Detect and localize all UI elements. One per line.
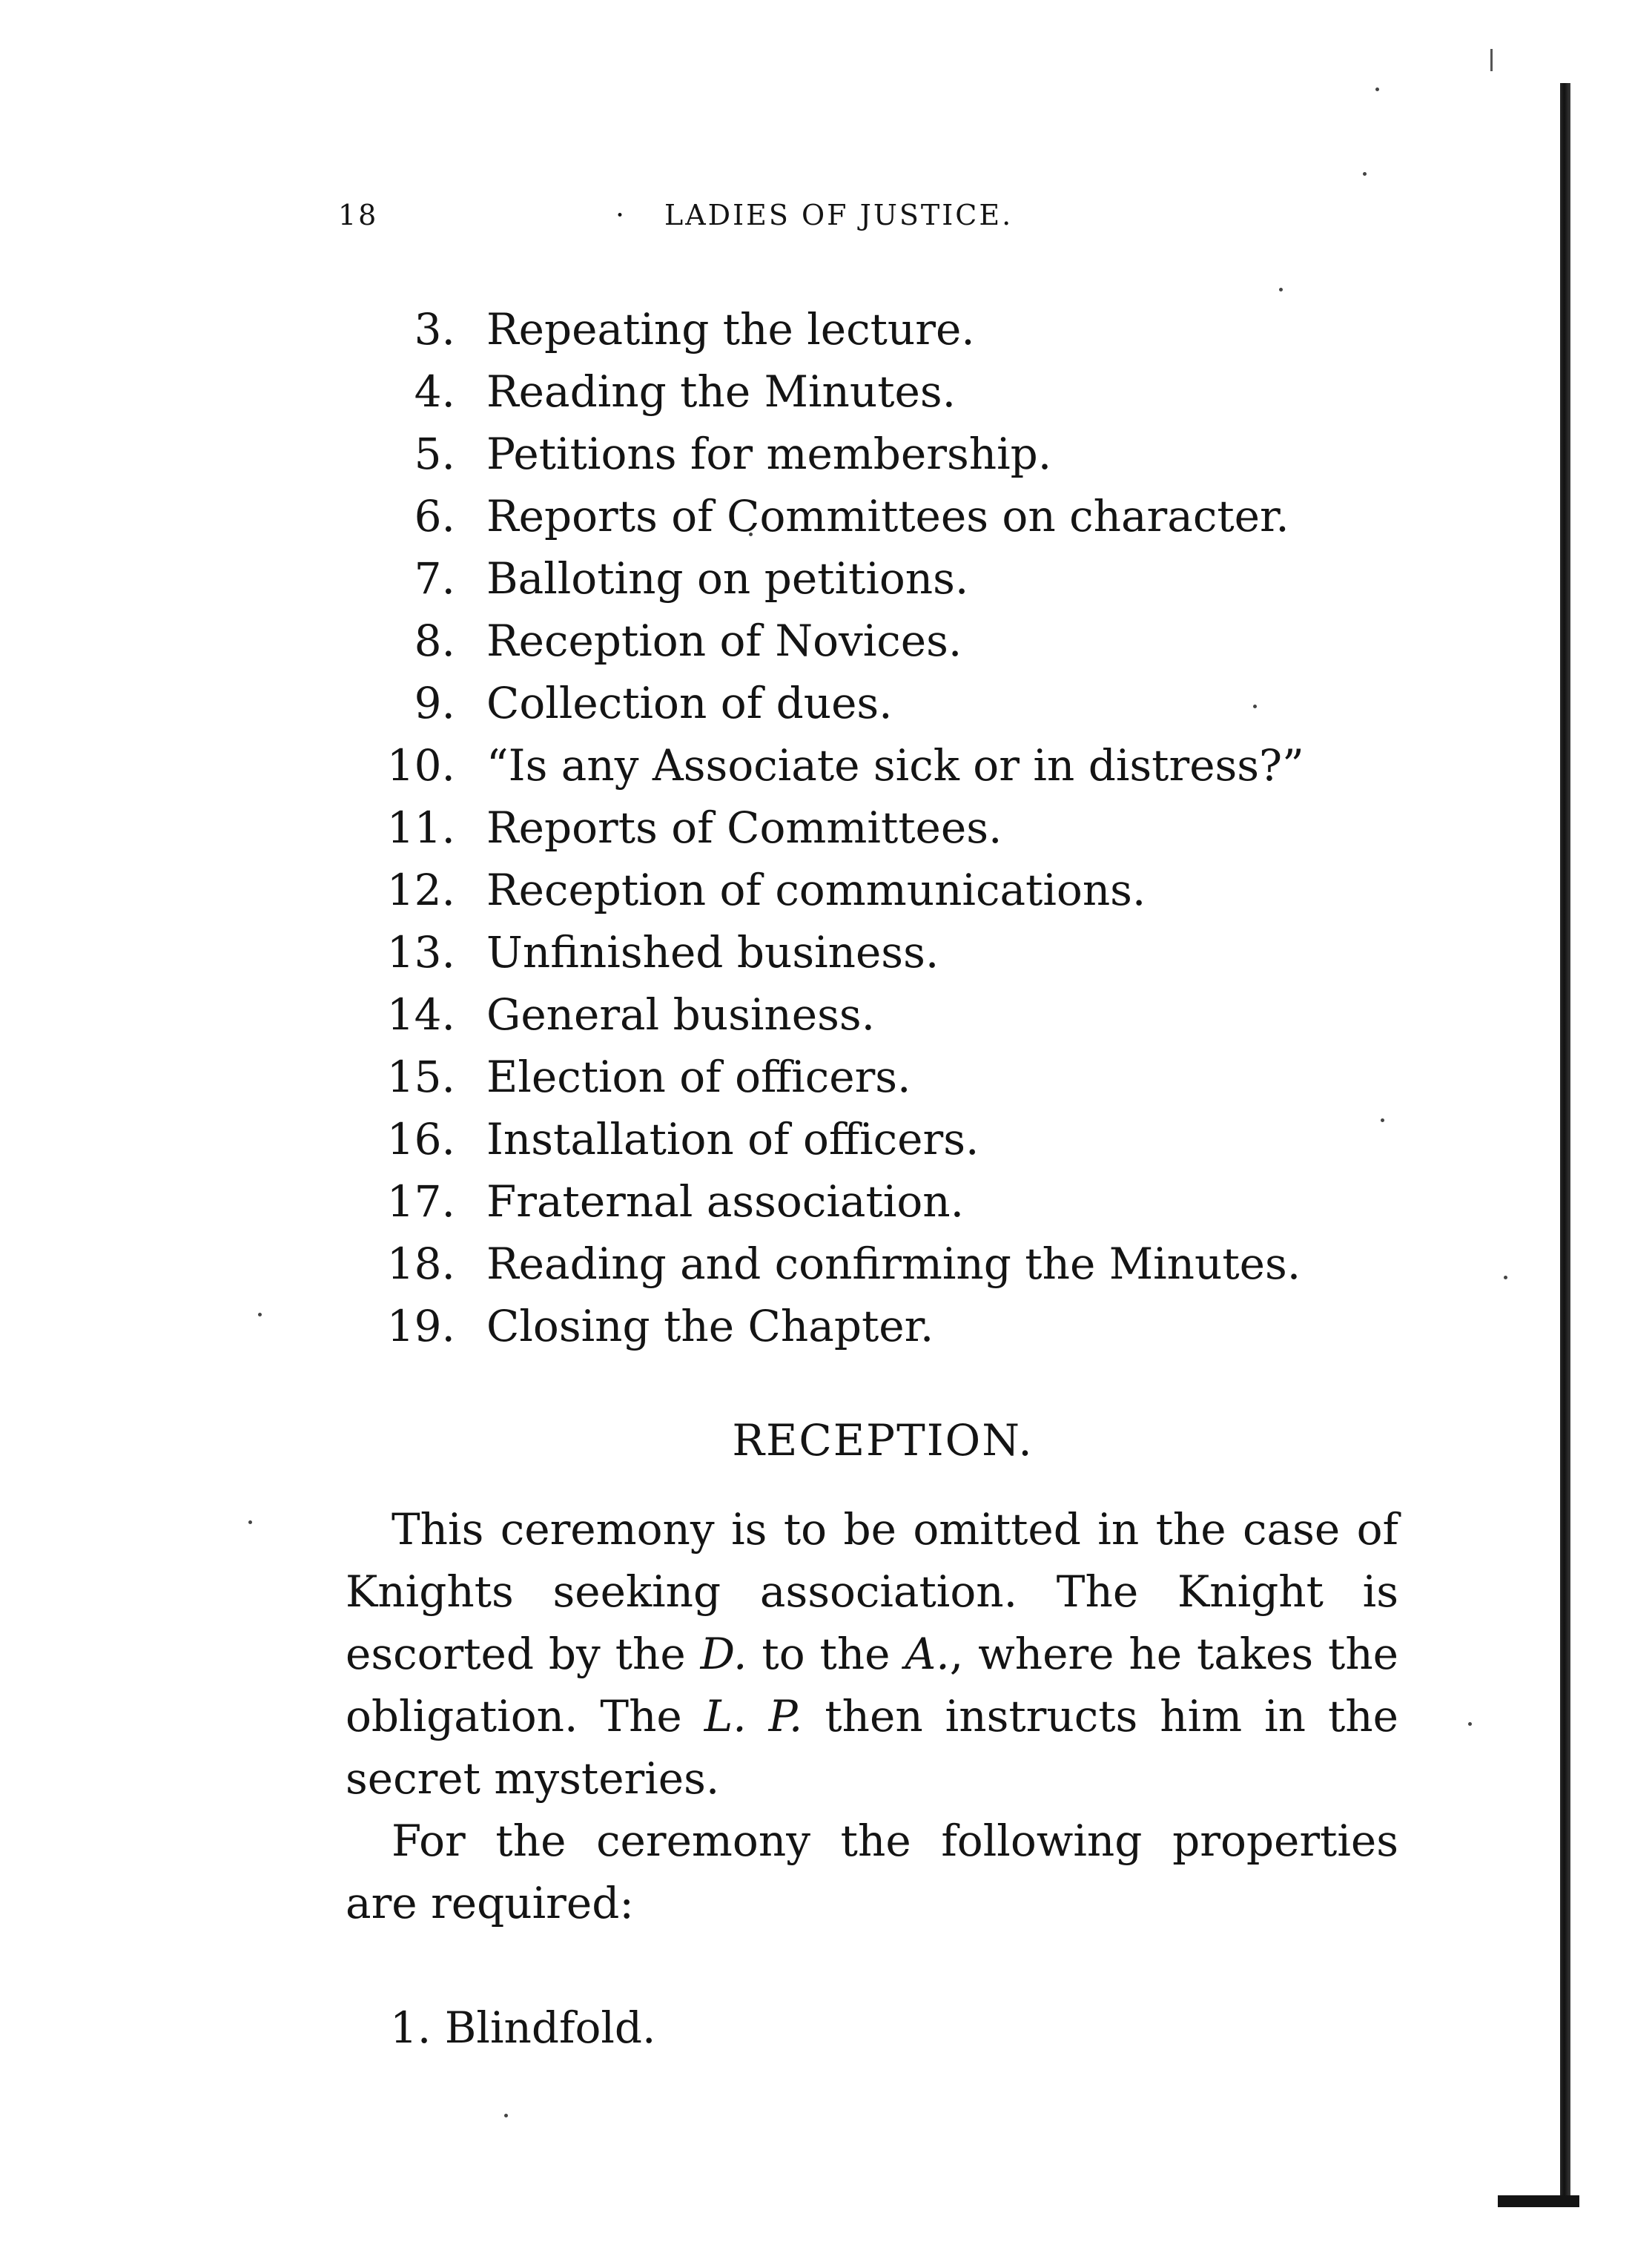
- print-speck: [1279, 288, 1283, 291]
- list-item: [0, 423, 1483, 485]
- item-number: 5.: [414, 429, 455, 479]
- head-separator: ·: [615, 199, 627, 231]
- item-text: Reception of communications.: [486, 865, 1146, 915]
- item-number: 12.: [386, 865, 455, 915]
- list-item: [0, 921, 1483, 983]
- item-number: 15.: [386, 1052, 455, 1102]
- binding-foot: [1498, 2195, 1579, 2207]
- paragraph-text: , where he takes the obligation. The: [346, 1629, 1398, 1741]
- item-number: 1.: [390, 2002, 432, 2053]
- item-number: 19.: [386, 1301, 455, 1351]
- item-number: 3.: [414, 304, 455, 355]
- item-number: 10.: [386, 740, 455, 791]
- item-text: “Is any Associate sick or in distress?”: [486, 740, 1304, 791]
- item-number: 9.: [414, 678, 455, 728]
- item-text: Balloting on petitions.: [486, 553, 969, 604]
- list-item: [0, 485, 1483, 547]
- binding-nick: [1490, 49, 1493, 71]
- list-item: [0, 1170, 1483, 1233]
- print-speck: [504, 2114, 508, 2117]
- print-speck: [1375, 88, 1379, 91]
- list-item: [0, 983, 1483, 1046]
- list-item: [0, 1046, 1483, 1108]
- item-number: 17.: [386, 1176, 455, 1227]
- page-number: 18: [338, 199, 379, 231]
- item-text: Closing the Chapter.: [486, 1301, 934, 1351]
- print-speck: [1363, 172, 1367, 176]
- abbreviation-text: A.: [905, 1629, 950, 1679]
- print-speck: [1504, 1276, 1507, 1279]
- paragraph-text: then instructs him in the secret mysteries.: [346, 1691, 1398, 1804]
- properties-list-item: [390, 1997, 656, 2059]
- list-item: [0, 547, 1483, 610]
- item-text: Installation of officers.: [486, 1114, 979, 1164]
- list-item: [0, 859, 1483, 921]
- item-number: 14.: [386, 989, 455, 1040]
- list-item: [0, 734, 1483, 797]
- list-item: [0, 1233, 1483, 1295]
- list-item: [0, 610, 1483, 672]
- item-number: 18.: [386, 1239, 455, 1289]
- item-number: 6.: [414, 491, 455, 541]
- print-speck: [1468, 1722, 1472, 1726]
- reception-paragraph: [346, 1498, 1398, 1810]
- item-text: Election of officers.: [486, 1052, 911, 1102]
- section-heading: RECEPTION.: [732, 1415, 1034, 1466]
- running-head: [338, 199, 1495, 243]
- order-of-business-list: [0, 298, 1483, 1357]
- item-text: Reception of Novices.: [486, 616, 962, 666]
- item-number: 13.: [386, 927, 455, 978]
- item-text: Reports of Committees.: [486, 802, 1002, 853]
- item-text: Collection of dues.: [486, 678, 893, 728]
- properties-intro-paragraph: For the ceremony the following properties are required:: [346, 1816, 1398, 1928]
- item-text: Unfinished business.: [486, 927, 939, 978]
- item-text: Petitions for membership.: [486, 429, 1052, 479]
- item-number: 11.: [386, 802, 455, 853]
- item-text: General business.: [486, 989, 876, 1040]
- list-item: [0, 1295, 1483, 1357]
- item-text: Reports of Committees on character.: [486, 491, 1289, 541]
- list-item: [0, 797, 1483, 859]
- item-number: 8.: [414, 616, 455, 666]
- binding-edge: [1560, 83, 1570, 2204]
- abbreviation-text: L. P.: [704, 1691, 803, 1741]
- item-text: Reading the Minutes.: [486, 366, 957, 417]
- paragraph-text: to the: [747, 1629, 905, 1679]
- abbreviation-text: D.: [700, 1629, 747, 1679]
- list-item: [0, 360, 1483, 423]
- item-text: Reading and confirming the Minutes.: [486, 1239, 1301, 1289]
- item-number: 7.: [414, 553, 455, 604]
- paragraph-text: This ceremony is to be omitted in the case of Knights seeking association. The Knight is escorted by the: [346, 1504, 1398, 1679]
- list-item: [0, 672, 1483, 734]
- item-text: Fraternal association.: [486, 1176, 965, 1227]
- item-text: Blindfold.: [444, 2002, 656, 2053]
- item-number: 16.: [386, 1114, 455, 1164]
- item-text: Repeating the lecture.: [486, 304, 975, 355]
- list-item: [0, 298, 1483, 360]
- running-title: LADIES OF JUSTICE.: [664, 199, 1014, 231]
- list-item: [0, 1108, 1483, 1170]
- item-number: 4.: [414, 366, 455, 417]
- print-speck: [248, 1520, 252, 1524]
